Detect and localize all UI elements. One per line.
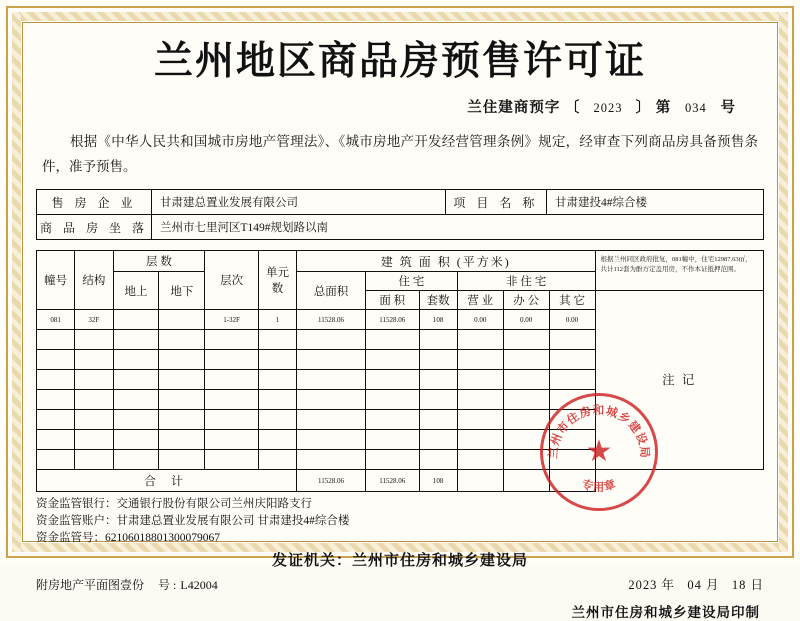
total-area: 11528.06 bbox=[297, 470, 366, 492]
cell-empty bbox=[75, 330, 113, 350]
cell-empty bbox=[297, 450, 366, 470]
cell-empty bbox=[503, 390, 549, 410]
seal-top-text: 兰州市住房和城乡建设局 bbox=[547, 405, 651, 460]
cell-empty bbox=[75, 410, 113, 430]
cell-building-no: 081 bbox=[37, 310, 75, 330]
cell-floor-index: 1-32F bbox=[205, 310, 259, 330]
cell-empty bbox=[457, 370, 503, 390]
cell-empty bbox=[297, 330, 366, 350]
total-res-area: 11528.06 bbox=[365, 470, 419, 492]
doc-no-bracket-open: 〔 bbox=[564, 100, 581, 116]
cell-empty bbox=[205, 330, 259, 350]
legal-paragraph: 根据《中华人民共和国城市房地产管理法》、《城市房地产开发经营管理条例》规定，经审查下列商品房具备预售条件，准予预售。 bbox=[42, 134, 758, 174]
cell-empty bbox=[365, 350, 419, 370]
cell-empty bbox=[549, 390, 595, 410]
date-month-unit: 月 bbox=[705, 578, 720, 592]
date-year: 2023 bbox=[628, 578, 658, 592]
cell-office: 0.00 bbox=[503, 310, 549, 330]
cell-empty bbox=[258, 350, 296, 370]
col-residential: 住 宅 bbox=[365, 272, 457, 291]
cell-empty bbox=[258, 390, 296, 410]
col-business: 营 业 bbox=[457, 291, 503, 310]
project-label: 项 目 名 称 bbox=[445, 190, 546, 215]
account-line bbox=[36, 513, 764, 530]
col-floors-above: 地上 bbox=[113, 272, 159, 310]
location-label: 商 品 房 坐 落 bbox=[37, 215, 152, 240]
star-icon: ★ bbox=[585, 435, 613, 468]
cell-empty bbox=[297, 430, 366, 450]
doc-no-prefix: 兰住建商预字 bbox=[467, 100, 561, 116]
cell-empty bbox=[205, 390, 259, 410]
cell-empty bbox=[549, 430, 595, 450]
cell-empty bbox=[503, 330, 549, 350]
date-year-unit: 年 bbox=[661, 578, 675, 592]
cell-empty bbox=[159, 450, 205, 470]
cell-empty bbox=[205, 410, 259, 430]
location-value: 兰州市七里河区T149#规划路以南 bbox=[152, 215, 764, 240]
cell-empty bbox=[457, 450, 503, 470]
cell-empty bbox=[113, 430, 159, 450]
cell-empty bbox=[419, 410, 457, 430]
project-value: 甘肃建投4#综合楼 bbox=[547, 190, 764, 215]
cell-empty bbox=[75, 450, 113, 470]
cell-empty bbox=[419, 390, 457, 410]
cell-empty bbox=[503, 370, 549, 390]
table-row bbox=[37, 190, 764, 215]
cell-empty bbox=[419, 330, 457, 350]
account-no-label: 资金监管号： bbox=[36, 532, 105, 544]
date-month: 04 bbox=[687, 578, 702, 592]
date-day: 18 bbox=[731, 578, 747, 592]
cell-empty bbox=[258, 410, 296, 430]
total-res-sets: 108 bbox=[419, 470, 457, 492]
cell-empty bbox=[37, 450, 75, 470]
col-floors-below: 地下 bbox=[159, 272, 205, 310]
cell-empty bbox=[113, 410, 159, 430]
cell-empty bbox=[457, 350, 503, 370]
cell-empty bbox=[457, 430, 503, 450]
cell-empty bbox=[365, 410, 419, 430]
col-non-residential: 非 住 宅 bbox=[457, 272, 595, 291]
table-total-row bbox=[37, 470, 764, 492]
cell-empty bbox=[159, 430, 205, 450]
cell-empty bbox=[37, 430, 75, 450]
cell-business: 0.00 bbox=[457, 310, 503, 330]
doc-no-suffix: 号 bbox=[720, 100, 736, 116]
cell-empty bbox=[549, 370, 595, 390]
cell-res-sets: 108 bbox=[419, 310, 457, 330]
cell-empty bbox=[503, 350, 549, 370]
col-building-no: 幢号 bbox=[37, 251, 75, 310]
cell-empty bbox=[113, 350, 159, 370]
cell-empty bbox=[419, 430, 457, 450]
cell-empty bbox=[159, 390, 205, 410]
doc-no-bracket-close: 〕 bbox=[635, 100, 652, 116]
cell-empty bbox=[297, 370, 366, 390]
col-res-area: 面 积 bbox=[365, 291, 419, 310]
col-total-area: 总面积 bbox=[297, 272, 366, 310]
cell-empty bbox=[419, 350, 457, 370]
col-floors: 层 数 bbox=[113, 251, 205, 272]
doc-no-year: 2023 bbox=[593, 101, 623, 115]
total-label: 合 计 bbox=[37, 470, 297, 492]
bottom-row bbox=[36, 577, 764, 594]
cell-empty bbox=[365, 450, 419, 470]
cell-empty bbox=[37, 370, 75, 390]
cell-empty bbox=[159, 410, 205, 430]
cell-empty bbox=[457, 390, 503, 410]
area-table bbox=[36, 250, 764, 495]
seller-label: 售 房 企 业 bbox=[37, 190, 152, 215]
page-title: 兰州地区商品房预售许可证 bbox=[153, 38, 646, 84]
cell-empty bbox=[365, 390, 419, 410]
cell-empty bbox=[503, 450, 549, 470]
cell-empty bbox=[258, 430, 296, 450]
cell-empty bbox=[205, 350, 259, 370]
bank-value: 交通银行股份有限公司兰州庆阳路支行 bbox=[116, 498, 312, 510]
note-text: 根据兰州同区政府批复，081幢中，住宅12987.63㎡，共计112套为酚方定盖用房，不作本证抵押范围。 bbox=[595, 251, 764, 291]
document-content bbox=[36, 26, 764, 620]
cell-other: 0.00 bbox=[549, 310, 595, 330]
cell-empty bbox=[258, 330, 296, 350]
cell-unit-count: 1 bbox=[258, 310, 296, 330]
account-no-line bbox=[36, 530, 764, 547]
cell-empty bbox=[75, 390, 113, 410]
total-business bbox=[457, 470, 503, 492]
cell-empty bbox=[457, 410, 503, 430]
printer-line: 兰州市住房和城乡建设局印制 bbox=[571, 605, 760, 620]
col-res-sets: 套数 bbox=[419, 291, 457, 310]
bank-line bbox=[36, 496, 764, 513]
cell-floors-above bbox=[113, 310, 159, 330]
footer-block bbox=[36, 496, 764, 621]
cell-empty bbox=[113, 370, 159, 390]
table-row bbox=[37, 215, 764, 240]
bank-label: 资金监管银行： bbox=[36, 498, 117, 510]
cert-no-label: 号 : bbox=[158, 578, 177, 592]
cell-empty bbox=[457, 330, 503, 350]
account-value: 甘肃建总置业发展有限公司 甘肃建投4#综合楼 bbox=[116, 515, 350, 527]
cell-empty bbox=[419, 370, 457, 390]
seal-bottom-text: 专用章 bbox=[579, 478, 619, 495]
date-line bbox=[628, 577, 764, 594]
col-other: 其 它 bbox=[549, 291, 595, 310]
cell-empty bbox=[37, 390, 75, 410]
cell-total-area: 11528.06 bbox=[297, 310, 366, 330]
doc-no-value: 034 bbox=[685, 101, 707, 115]
cell-empty bbox=[297, 390, 366, 410]
cell-empty bbox=[419, 450, 457, 470]
cell-empty bbox=[297, 410, 366, 430]
cell-empty bbox=[37, 330, 75, 350]
table-header-row bbox=[37, 251, 764, 272]
cell-empty bbox=[113, 390, 159, 410]
total-office bbox=[503, 470, 549, 492]
document-number bbox=[36, 96, 764, 117]
cell-empty bbox=[365, 330, 419, 350]
cell-empty bbox=[37, 350, 75, 370]
col-structure: 结构 bbox=[75, 251, 113, 310]
cell-empty bbox=[75, 350, 113, 370]
cell-empty bbox=[503, 410, 549, 430]
col-area-group: 建 筑 面 积 (平方米) bbox=[297, 251, 595, 272]
cell-empty bbox=[75, 430, 113, 450]
cell-empty bbox=[205, 370, 259, 390]
col-office: 办 公 bbox=[503, 291, 549, 310]
seller-value: 甘肃建总置业发展有限公司 bbox=[152, 190, 446, 215]
cell-empty bbox=[75, 370, 113, 390]
cell-empty bbox=[113, 450, 159, 470]
cell-empty bbox=[503, 430, 549, 450]
attachment-label: 附房地产平面图壹份 bbox=[36, 578, 145, 592]
cell-empty bbox=[365, 370, 419, 390]
account-no-value: 62106018801300079067 bbox=[105, 532, 220, 544]
cell-empty bbox=[549, 350, 595, 370]
cell-empty bbox=[205, 430, 259, 450]
info-table bbox=[36, 189, 764, 240]
cell-empty bbox=[159, 350, 205, 370]
col-floor-index: 层次 bbox=[205, 251, 259, 310]
doc-no-label: 第 bbox=[655, 100, 672, 116]
cell-empty bbox=[549, 410, 595, 430]
cell-empty bbox=[205, 450, 259, 470]
cell-empty bbox=[258, 370, 296, 390]
account-label: 资金监管账户： bbox=[36, 515, 117, 527]
cell-floors-below bbox=[159, 310, 205, 330]
col-unit-count: 单元数 bbox=[258, 251, 296, 310]
total-other bbox=[549, 470, 595, 492]
issuer-label: 发证机关： bbox=[271, 553, 352, 569]
cell-empty bbox=[365, 430, 419, 450]
cell-empty bbox=[549, 450, 595, 470]
date-day-unit: 日 bbox=[750, 578, 764, 592]
issuer-line bbox=[36, 553, 764, 570]
cell-structure: 32F bbox=[75, 310, 113, 330]
col-note-label: 注 记 bbox=[595, 291, 764, 470]
cell-empty bbox=[258, 450, 296, 470]
cell-empty bbox=[297, 350, 366, 370]
cell-empty bbox=[113, 330, 159, 350]
cell-empty bbox=[159, 370, 205, 390]
cert-no-value: L42004 bbox=[180, 578, 218, 592]
cell-res-area: 11528.06 bbox=[365, 310, 419, 330]
cell-empty bbox=[549, 330, 595, 350]
cell-empty bbox=[37, 410, 75, 430]
cell-empty bbox=[159, 330, 205, 350]
issuer-value: 兰州市住房和城乡建设局 bbox=[352, 553, 529, 569]
